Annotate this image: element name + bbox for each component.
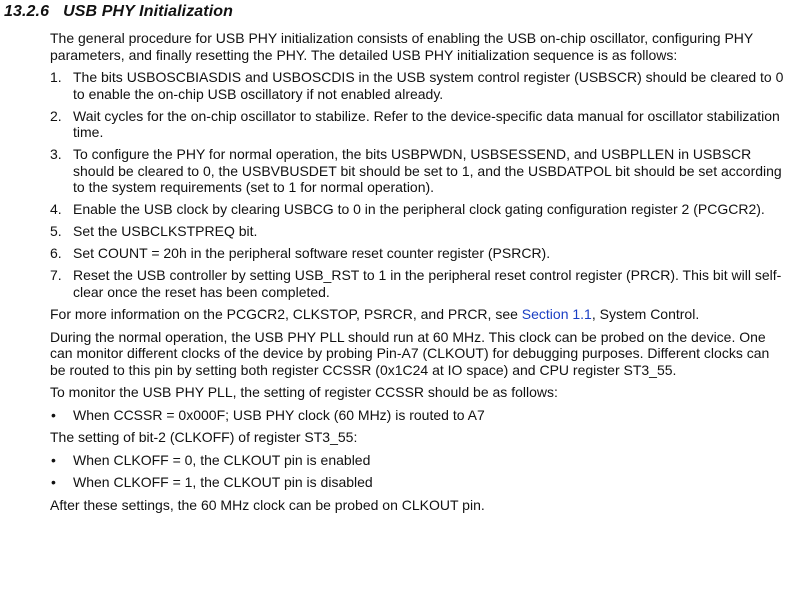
step-item [50, 267, 785, 300]
section-number: 13.2.6 [4, 3, 50, 20]
bullet-item [50, 452, 785, 469]
step-item [50, 146, 785, 196]
step-number: 2. [50, 107, 62, 124]
more-info-text: For more information on the PCGCR2, CLKSTOP, PSRCR, and PRCR, see [50, 306, 522, 322]
step-text: Enable the USB clock by clearing USBCG to 0 in the peripheral clock gating configuration register 2 (PCGCR2). [73, 201, 765, 217]
step-text: Set the USBCLKSTPREQ bit. [73, 223, 258, 239]
step-text: Set COUNT = 20h in the peripheral software reset counter register (PSRCR). [73, 245, 551, 261]
step-text: Reset the USB controller by setting USB_RST to 1 in the peripheral reset control register (PRCR). This bit will self-clear once the reset has been completed. [73, 267, 782, 300]
monitor-intro-paragraph: To monitor the USB PHY PLL, the setting of register CCSSR should be as follows: [50, 384, 558, 400]
step-item [50, 223, 785, 240]
intro-paragraph: The general procedure for USB PHY initialization consists of enabling the USB on-chip oscillator, configuring PHY parameters, and finally resetting the PHY. The detailed USB PHY initialization sequence is as follows: [50, 30, 753, 63]
section-title: USB PHY Initialization [63, 3, 234, 20]
monitor-bullet-list [50, 407, 785, 424]
clkoff-bullet-list [50, 452, 785, 491]
bullet-text: When CLKOFF = 0, the CLKOUT pin is enabled [73, 451, 371, 468]
section-link[interactable]: Section 1.1 [521, 306, 592, 322]
more-info-paragraph [50, 306, 785, 323]
bullet-text: When CCSSR = 0x000F; USB PHY clock (60 MHz) is routed to A7 [73, 406, 485, 423]
initialization-steps [50, 69, 785, 300]
section-body [50, 30, 785, 519]
step-number: 6. [50, 245, 62, 261]
step-text: Wait cycles for the on-chip oscillator to stabilize. Refer to the device-specific data manual for oscillator stabilization time. [73, 107, 780, 140]
closing-paragraph: After these settings, the 60 MHz clock can be probed on CLKOUT pin. [50, 496, 485, 513]
step-item [50, 108, 785, 141]
step-number: 4. [50, 201, 62, 217]
bullet-marker: • [51, 451, 56, 468]
bullet-marker: • [51, 406, 56, 423]
step-item [50, 201, 785, 218]
section-heading [4, 3, 233, 21]
normal-operation-paragraph: During the normal operation, the USB PHY PLL should run at 60 MHz. This clock can be probed on the device. One can monitor different clocks of the device by probing Pin-A7 (CLKOUT) for debugging purposes. Different clocks can be routed to this pin by setting both register CCSSR (0x1C24 at IO space) and CPU register ST3_55. [50, 328, 770, 378]
clkoff-intro-paragraph: The setting of bit-2 (CLKOFF) of register ST3_55: [50, 429, 358, 445]
step-text: The bits USBOSCBIASDIS and USBOSCDIS in the USB system control register (USBSCR) should be cleared to 0 to enable the on-chip USB oscillatory if not enabled already. [73, 69, 784, 102]
step-text: To configure the PHY for normal operation, the bits USBPWDN, USBSESSEND, and USBPLLEN in USBSCR should be cleared to 0, the USBVBUSDET bit should be set to 1, and the USBDATPOL bit should be set according to the system requirements (set to 1 for normal operation). [73, 146, 782, 195]
bullet-item [50, 474, 785, 491]
step-item [50, 69, 785, 102]
bullet-item [50, 407, 785, 424]
more-info-suffix: , System Control. [591, 306, 700, 322]
step-number: 1. [50, 69, 62, 85]
step-number: 7. [50, 267, 62, 283]
step-number: 5. [50, 223, 62, 239]
bullet-text: When CLKOFF = 1, the CLKOUT pin is disabled [73, 474, 373, 490]
step-item [50, 245, 785, 262]
bullet-marker: • [51, 474, 56, 490]
step-number: 3. [50, 146, 62, 162]
